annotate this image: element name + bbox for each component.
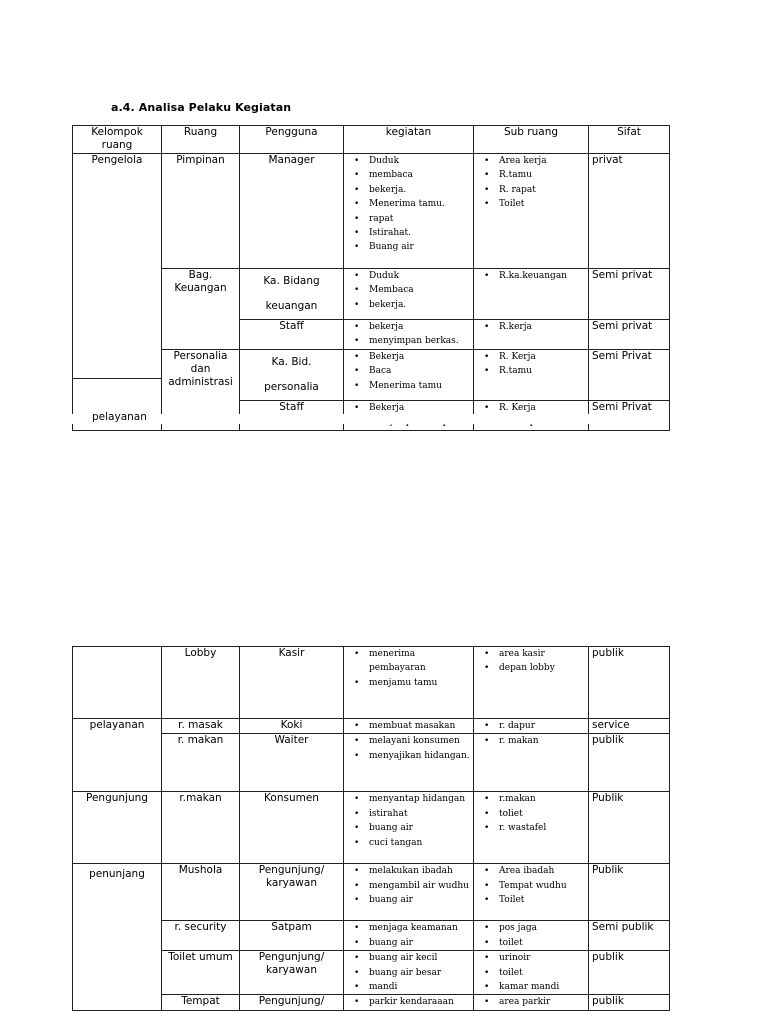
sub-ruang-cell <box>474 269 589 320</box>
list-item: • area parkir <box>499 995 585 1009</box>
list-item: • bekerja. <box>369 183 470 197</box>
list-item: • parkir kendaraaan <box>369 995 470 1009</box>
pengguna-cell: Waiter <box>240 734 344 792</box>
pengguna-cell: Manager <box>240 154 344 269</box>
sifat-cell: Semi privat <box>589 269 670 320</box>
list-item: • r. dapur <box>499 719 585 733</box>
ruang-cell: r. makan <box>162 734 240 792</box>
table-row <box>73 719 670 734</box>
kegiatan-cell <box>344 154 474 269</box>
group-pengunjung: Pengunjung <box>73 792 162 864</box>
sifat-cell: privat <box>589 154 670 269</box>
sifat-cell: publik <box>589 995 670 1010</box>
kegiatan-cell <box>344 864 474 921</box>
list-item: • urinoir <box>499 951 585 965</box>
sifat-cell: Publik <box>589 864 670 921</box>
list-item: • menyantap hidangan <box>369 792 470 806</box>
list-item: • R. rapat <box>499 183 585 197</box>
ruang-cell: Lobby <box>162 647 240 719</box>
list-item: • r. makan <box>499 734 585 748</box>
list-item: • Membaca <box>369 283 470 297</box>
sifat-cell: publik <box>589 734 670 792</box>
group-pelayanan: pelayanan <box>73 719 162 792</box>
table-row <box>73 951 670 995</box>
sifat-cell: Semi Privat <box>589 349 670 400</box>
list-item: • mengambil air wudhu <box>369 879 470 893</box>
header-ruang: Ruang <box>162 126 240 154</box>
list-item: • menyajikan hidangan. <box>369 749 470 763</box>
table-row <box>73 734 670 792</box>
list-item: • bekerja <box>369 320 470 334</box>
ruang-cell: Tempat <box>162 995 240 1010</box>
sub-ruang-cell <box>474 349 589 400</box>
group-pengelola: Pengelola <box>73 154 162 431</box>
list-item: • menyimpan berkas. <box>369 334 470 348</box>
pengguna-cell: Staff <box>240 400 344 430</box>
page-title: a.4. Analisa Pelaku Kegiatan <box>111 101 292 114</box>
ruang-cell: r.makan <box>162 792 240 864</box>
list-item: • bekerja. <box>369 298 470 312</box>
pengguna-cell: Satpam <box>240 921 344 951</box>
list-item: • Buang air <box>369 240 470 254</box>
list-item: • mandi <box>369 980 470 994</box>
list-item: • toilet <box>499 936 585 950</box>
sifat-cell: Publik <box>589 792 670 864</box>
table-row <box>73 921 670 951</box>
sifat-cell: publik <box>589 951 670 995</box>
kegiatan-cell <box>344 269 474 320</box>
sub-ruang-cell <box>474 995 589 1010</box>
group-divider <box>72 378 162 379</box>
ruang-cell: Pimpinan <box>162 154 240 269</box>
list-item: • R.ka.keuangan <box>499 269 585 283</box>
kegiatan-cell <box>344 320 474 350</box>
list-item: • menerima pembayaran <box>369 647 470 676</box>
sub-ruang-cell <box>474 647 589 719</box>
pengguna-cell: Ka. Bidang keuangan <box>240 269 344 320</box>
sifat-cell: Semi publik <box>589 921 670 951</box>
list-item: • r. wastafel <box>499 821 585 835</box>
group-pelayanan-peek: pelayanan <box>92 411 147 423</box>
kegiatan-cell <box>344 734 474 792</box>
list-item: • Bekerja <box>369 401 470 415</box>
ruang-cell: r. security <box>162 921 240 951</box>
sifat-cell: publik <box>589 647 670 719</box>
sub-ruang-cell <box>474 734 589 792</box>
list-item: • buang air <box>369 821 470 835</box>
list-item: • R.kerja <box>499 320 585 334</box>
list-item: • R. Kerja <box>499 350 585 364</box>
kegiatan-cell <box>344 647 474 719</box>
list-item: • membuat masakan <box>369 719 470 733</box>
sub-ruang-cell <box>474 154 589 269</box>
list-item: • Area ibadah <box>499 864 585 878</box>
list-item: • buang air kecil <box>369 951 470 965</box>
list-item: • Menerima tamu. <box>369 197 470 211</box>
list-item: • R.tamu <box>499 168 585 182</box>
ruang-cell: Toilet umum <box>162 951 240 995</box>
list-item: • rapat <box>369 212 470 226</box>
table-row <box>73 792 670 864</box>
pengguna-cell: Pengunjung/ karyawan <box>240 864 344 921</box>
page-break-mask <box>72 414 669 424</box>
list-item: • Duduk <box>369 154 470 168</box>
sub-ruang-cell <box>474 792 589 864</box>
ruang-cell: Personalia dan administrasi <box>162 349 240 430</box>
pengguna-cell: Ka. Bid. personalia <box>240 349 344 400</box>
kegiatan-cell <box>344 921 474 951</box>
group-penunjang: penunjang <box>73 864 162 1010</box>
kegiatan-cell <box>344 792 474 864</box>
sub-ruang-cell <box>474 320 589 350</box>
list-item: • melayani konsumen <box>369 734 470 748</box>
header-pengguna: Pengguna <box>240 126 344 154</box>
kegiatan-cell <box>344 719 474 734</box>
list-item: • Toilet <box>499 197 585 211</box>
kegiatan-cell <box>344 349 474 400</box>
pengguna-cell: Pengunjung/ karyawan <box>240 951 344 995</box>
table-row <box>73 269 670 320</box>
sub-ruang-cell <box>474 864 589 921</box>
list-item: • R. Kerja <box>499 401 585 415</box>
table-row <box>73 647 670 719</box>
pengguna-cell: Kasir <box>240 647 344 719</box>
list-item: • cuci tangan <box>369 836 470 850</box>
list-item: • menjamu tamu <box>369 676 470 690</box>
header-row <box>73 126 670 154</box>
sub-ruang-cell <box>474 719 589 734</box>
pengguna-cell: Pengunjung/ <box>240 995 344 1010</box>
header-sub-ruang: Sub ruang <box>474 126 589 154</box>
list-item: • buang air <box>369 936 470 950</box>
sifat-cell: Semi privat <box>589 320 670 350</box>
kegiatan-cell <box>344 995 474 1010</box>
list-item: • toilet <box>499 966 585 980</box>
list-item: • depan lobby <box>499 661 585 675</box>
list-item: • Menerima tamu <box>369 379 470 393</box>
header-kegiatan: kegiatan <box>344 126 474 154</box>
list-item: • melakukan ibadah <box>369 864 470 878</box>
pengguna-cell: Konsumen <box>240 792 344 864</box>
ruang-cell: Bag. Keuangan <box>162 269 240 350</box>
list-item: • toliet <box>499 807 585 821</box>
list-item: • Istirahat. <box>369 226 470 240</box>
table-row <box>73 154 670 269</box>
sub-ruang-cell <box>474 921 589 951</box>
list-item: • Tempat wudhu <box>499 879 585 893</box>
pengguna-cell: Staff <box>240 320 344 350</box>
list-item: • pos jaga <box>499 921 585 935</box>
list-item: • membaca <box>369 168 470 182</box>
ruang-cell: Mushola <box>162 864 240 921</box>
activity-table-1 <box>72 125 670 431</box>
list-item: • istirahat <box>369 807 470 821</box>
list-item: • buang air besar <box>369 966 470 980</box>
ruang-cell: r. masak <box>162 719 240 734</box>
sifat-cell: Semi Privat <box>589 400 670 430</box>
list-item: • Area kerja <box>499 154 585 168</box>
pengguna-cell: Koki <box>240 719 344 734</box>
list-item: • menjaga keamanan <box>369 921 470 935</box>
table-row <box>73 995 670 1010</box>
table-row <box>73 864 670 921</box>
kegiatan-cell <box>344 951 474 995</box>
list-item: • r.makan <box>499 792 585 806</box>
list-item: • Bekerja <box>369 350 470 364</box>
list-item: • Toilet <box>499 893 585 907</box>
list-item: • buang air <box>369 893 470 907</box>
sifat-cell: service <box>589 719 670 734</box>
header-sifat: Sifat <box>589 126 670 154</box>
table-row <box>73 349 670 400</box>
list-item: • area kasir <box>499 647 585 661</box>
group-cell-empty <box>73 647 162 719</box>
list-item: • Duduk <box>369 269 470 283</box>
header-kelompok: Kelompok ruang <box>73 126 162 154</box>
list-item: • kamar mandi <box>499 980 585 994</box>
list-item: • R.tamu <box>499 364 585 378</box>
list-item: • Baca <box>369 364 470 378</box>
sub-ruang-cell <box>474 951 589 995</box>
activity-table-2 <box>72 646 670 1011</box>
